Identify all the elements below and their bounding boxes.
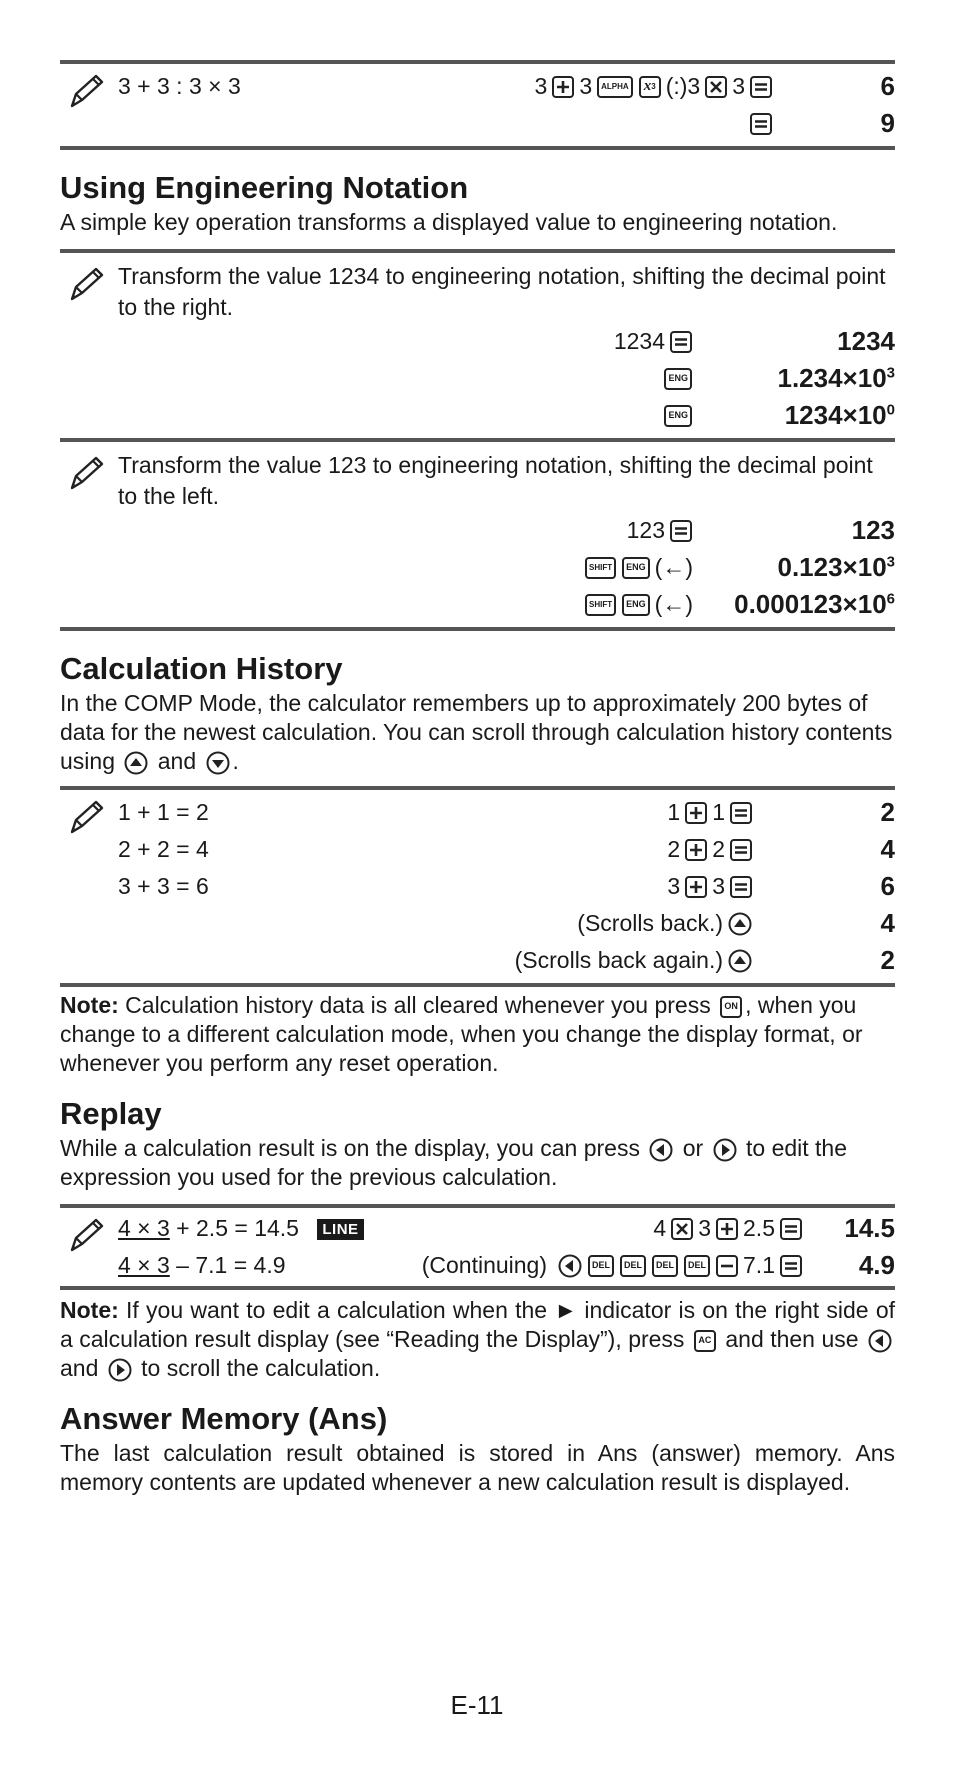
key-sequence: [430, 73, 775, 100]
expression: 3 + 3 : 3 × 3: [118, 73, 241, 99]
example-row: [60, 794, 895, 831]
example-row: [60, 549, 895, 586]
times-key-icon: [705, 76, 727, 98]
line-mode-badge: LINE: [317, 1219, 363, 1240]
del-key-icon: DEL: [652, 1255, 678, 1277]
example-box-eng-right: [60, 249, 895, 442]
key-sequence: [430, 836, 755, 863]
plus-key-icon: [685, 839, 707, 861]
result: 9: [880, 108, 895, 138]
example-description: Transform the value 1234 to engineering notation, shifting the decimal point to the right.: [118, 263, 886, 320]
key-sequence-text: 3: [667, 873, 681, 899]
pencil-icon: [66, 454, 106, 494]
left-arrow-key-icon: [558, 1254, 582, 1278]
del-key-icon: DEL: [684, 1255, 710, 1277]
key-sequence: [260, 368, 695, 390]
underlined-expression: 4 × 3: [118, 1252, 170, 1278]
example-row: [60, 397, 895, 434]
key-sequence-text: 2.5: [743, 1215, 775, 1241]
key-sequence: [430, 947, 755, 974]
section-heading-replay: Replay: [60, 1096, 162, 1131]
key-sequence-text: 1: [712, 799, 725, 825]
equals-key-icon: [780, 1218, 802, 1240]
history-intro: In the COMP Mode, the calculator remembers up to approximately 200 bytes of data for the newest calculation. You can scroll through calculation history contents using and .: [60, 690, 893, 774]
example-row: [60, 831, 895, 868]
example-row: [60, 360, 895, 397]
key-sequence: [430, 113, 775, 135]
replay-note: Note: If you want to edit a calculation when the ► indicator is on the right side of a calculation result display (see “Reading the Display”), press AC and then use and to scroll the calculation.: [60, 1297, 895, 1381]
page-number: E-11: [450, 1690, 504, 1720]
history-note: Note: Calculation history data is all cleared whenever you press ON , when you change to a different calculation mode, when you change the display format, or whenever you perform any reset operation.: [60, 992, 863, 1076]
result: $1234\times 10^0$: [784, 400, 895, 430]
equals-key-icon: [750, 113, 772, 135]
down-arrow-key-icon: [206, 751, 230, 775]
result: 2: [880, 797, 895, 827]
pencil-icon: [66, 265, 106, 305]
alpha-key-icon: ALPHA: [597, 76, 633, 98]
replay-row-1: 4 × 3 + 2.5 = 14.5 LINE 4 3 2.5 14.5: [118, 1213, 895, 1243]
result: 2: [880, 945, 895, 975]
section-heading-history: Calculation History: [60, 651, 343, 686]
eng-key-icon: ENG: [664, 405, 692, 427]
eng-key-icon: ENG: [622, 557, 650, 579]
key-sequence: [260, 405, 695, 427]
result: 1234: [837, 326, 895, 356]
equals-key-icon: [730, 839, 752, 861]
result: $0.123\times 10^3$: [777, 552, 895, 582]
shift-key-icon: SHIFT: [585, 594, 616, 616]
ac-key-icon: AC: [694, 1330, 716, 1352]
key-sequence-text: (Scrolls back again.): [514, 947, 723, 973]
key-sequence-text: 3: [712, 873, 725, 899]
key-sequence-text: 2: [667, 836, 681, 862]
result: 6: [880, 71, 895, 101]
key-sequence-text: (Scrolls back.): [577, 910, 723, 936]
result: 123: [851, 515, 895, 545]
example-row: [60, 323, 895, 360]
key-sequence: [430, 873, 755, 900]
del-key-icon: DEL: [588, 1255, 614, 1277]
example-box-history: [60, 786, 895, 987]
shift-key-icon: SHIFT: [585, 557, 616, 579]
manual-page: [60, 60, 895, 1497]
up-arrow-key-icon: [728, 949, 752, 973]
plus-key-icon: [552, 76, 574, 98]
key-sequence-text: 3: [698, 1215, 712, 1241]
times-key-icon: [671, 1218, 693, 1240]
minus-key-icon: [716, 1255, 738, 1277]
expression: 2 + 2 = 4: [118, 836, 209, 862]
on-key-icon: ON: [720, 996, 742, 1018]
engineering-intro: A simple key operation transforms a displayed value to engineering notation.: [60, 209, 838, 235]
underlined-expression: 4 × 3: [118, 1215, 170, 1241]
example-box-replay: [60, 1204, 895, 1290]
example-box-eng-left: [60, 442, 895, 631]
equals-key-icon: [670, 331, 692, 353]
example-row: [60, 868, 895, 905]
result: 4.9: [858, 1250, 895, 1280]
key-sequence: [260, 554, 695, 581]
key-sequence-text: 7.1: [743, 1252, 775, 1278]
key-sequence-text: 3: [732, 73, 745, 99]
key-sequence: [260, 591, 695, 618]
result: $0.000123\times 10^6$: [734, 589, 895, 619]
section-heading-engineering: Using Engineering Notation: [60, 170, 469, 205]
pencil-icon: [66, 1216, 106, 1256]
key-sequence-text: (:)3: [665, 73, 701, 99]
left-arrow-key-icon: [649, 1138, 673, 1162]
up-arrow-key-icon: [124, 751, 148, 775]
up-arrow-key-icon: [728, 912, 752, 936]
pencil-icon: [66, 798, 106, 838]
key-sequence: [260, 328, 695, 355]
example-box-division-multiplication: [60, 60, 895, 150]
eng-key-icon: ENG: [664, 368, 692, 390]
key-sequence: [310, 1252, 805, 1279]
expression: 1 + 1 = 2: [118, 799, 209, 825]
plus-key-icon: [685, 876, 707, 898]
key-sequence-text: 2: [712, 836, 725, 862]
eng-key-icon: ENG: [622, 594, 650, 616]
result: $1.234\times 10^3$: [777, 363, 895, 393]
ans-body: The last calculation result obtained is stored in Ans (answer) memory. Ans memory contents are updated whenever a new calculation result is displayed.: [60, 1440, 895, 1495]
example-row: [60, 68, 895, 105]
x-cubed-key-icon: x 3: [639, 76, 661, 98]
equals-key-icon: [730, 876, 752, 898]
key-sequence: [390, 1215, 805, 1242]
equals-key-icon: [750, 76, 772, 98]
result: 4: [880, 834, 895, 864]
key-sequence-text: (←): [654, 591, 693, 617]
example-description: Transform the value 123 to engineering notation, shifting the decimal point to the left.: [118, 452, 873, 509]
replay-row-2: 4 × 3 – 7.1 = 4.9 (Continuing) DEL DEL DEL DEL 7.1 4.9: [118, 1250, 895, 1280]
continuing-label: (Continuing): [421, 1252, 548, 1278]
example-row: [60, 942, 895, 979]
key-sequence-text: (←): [654, 554, 693, 580]
right-arrow-key-icon: [713, 1138, 737, 1162]
result: 6: [880, 871, 895, 901]
result: 4: [880, 908, 895, 938]
equals-key-icon: [730, 802, 752, 824]
plus-key-icon: [716, 1218, 738, 1240]
example-row: [60, 586, 895, 623]
expression: 3 + 3 = 6: [118, 873, 209, 899]
key-sequence-text: 1234: [613, 328, 665, 354]
equals-key-icon: [780, 1255, 802, 1277]
key-sequence-text: 3: [579, 73, 593, 99]
key-sequence: [260, 517, 695, 544]
example-row: [60, 105, 895, 142]
key-sequence-text: 4: [653, 1215, 667, 1241]
key-sequence-text: 3: [534, 73, 548, 99]
section-heading-ans: Answer Memory (Ans): [60, 1401, 388, 1436]
key-sequence-text: 1: [667, 799, 681, 825]
example-row: [60, 512, 895, 549]
key-sequence: [430, 910, 755, 937]
plus-key-icon: [685, 802, 707, 824]
example-row: [60, 905, 895, 942]
equals-key-icon: [670, 520, 692, 542]
right-arrow-key-icon: [108, 1358, 132, 1382]
del-key-icon: DEL: [620, 1255, 646, 1277]
left-arrow-key-icon: [868, 1329, 892, 1353]
key-sequence-text: 123: [626, 517, 665, 543]
pencil-icon: [66, 72, 106, 112]
key-sequence: [430, 799, 755, 826]
replay-intro: While a calculation result is on the display, you can press or to edit the expression you used for the previous calculation.: [60, 1135, 848, 1190]
result: 14.5: [844, 1213, 895, 1243]
